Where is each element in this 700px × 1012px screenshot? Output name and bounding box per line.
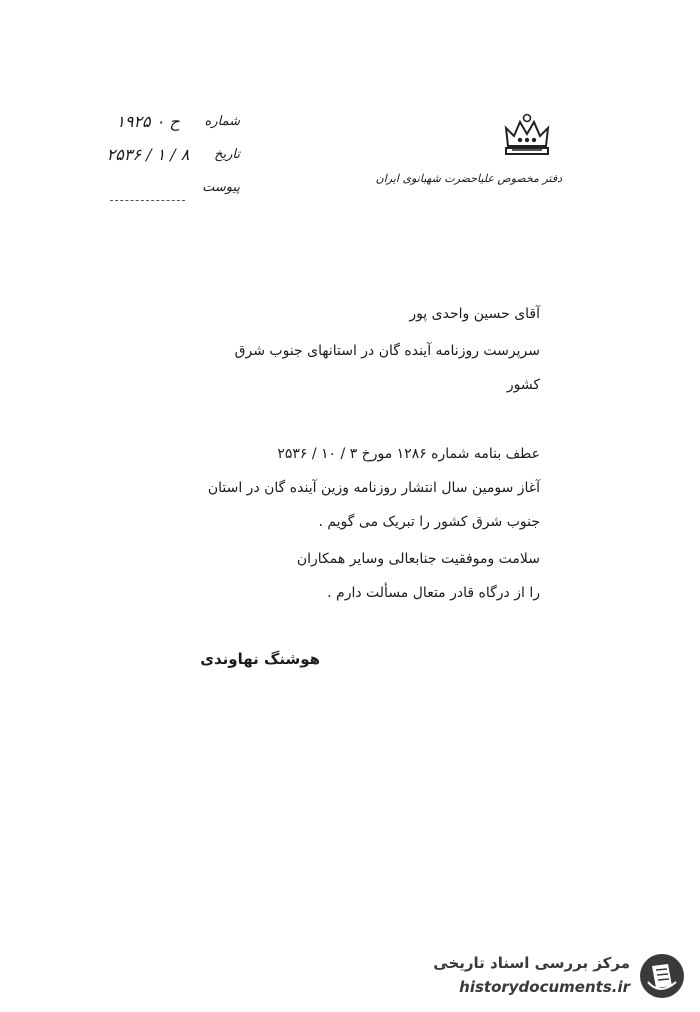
watermark-url[interactable]: historydocuments.ir — [459, 978, 630, 996]
archive-logo-icon — [638, 952, 686, 1000]
addressee: آقای حسین واحدی پور — [409, 306, 540, 322]
crown-emblem-icon — [498, 112, 556, 158]
number-row — [90, 112, 240, 140]
addressee-role-line-1: سرپرست روزنامه آینده گان در استانهای جنوب شرق — [234, 343, 540, 359]
paragraph-1-line-2: آغاز سومین سال انتشار روزنامه وزین آینده گان در استان — [207, 480, 540, 496]
reference-block — [90, 112, 240, 207]
attachment-label: پیوست — [202, 180, 240, 195]
signature-name: هوشنگ نهاوندی — [200, 650, 320, 668]
office-name: دفتر مخصوص علیاحضرت شهبانوی ایران — [375, 172, 562, 185]
date-value: ۸ / ۱ / ۲۵۳۶ — [106, 145, 190, 164]
addressee-role-line-2: کشور — [506, 377, 540, 393]
date-row — [90, 145, 240, 173]
number-value: ح ۰ ۱۹۲۵ — [116, 112, 180, 131]
paragraph-1-line-3: جنوب شرق کشور را تبریک می گویم . — [318, 514, 540, 530]
date-label: تاریخ — [214, 147, 240, 162]
number-label: شماره — [204, 114, 240, 129]
watermark — [420, 948, 692, 1004]
paragraph-2-line-1: سلامت وموفقیت جنابعالی وسایر همکاران — [296, 551, 540, 567]
attachment-blank-line — [110, 200, 185, 201]
watermark-title: مرکز بررسی اسناد تاریخی — [433, 954, 630, 972]
paragraph-1-line-1: عطف بنامه شماره ۱۲۸۶ مورخ ۳ / ۱۰ / ۲۵۳۶ — [277, 446, 540, 462]
paragraph-2-line-2: را از درگاه قادر متعال مسألت دارم . — [327, 585, 540, 601]
attachment-row — [90, 178, 240, 206]
